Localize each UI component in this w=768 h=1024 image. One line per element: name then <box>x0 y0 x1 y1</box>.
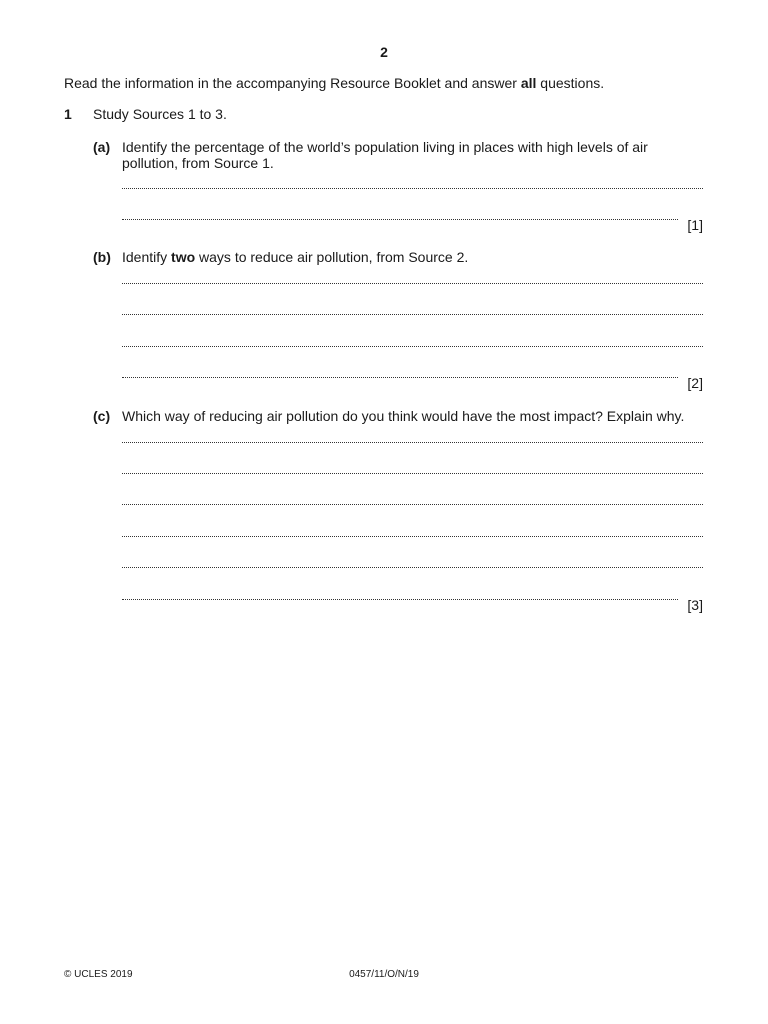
part-c-marks: [3] <box>687 597 703 613</box>
part-b-text <box>122 249 707 265</box>
footer-paper-code: 0457/11/O/N/19 <box>349 969 419 980</box>
instructions-text-end: questions. <box>536 75 605 91</box>
part-a-text: Identify the percentage of the world’s population living in places with high levels of air pollution, from Source 1. <box>122 139 648 171</box>
answer-line-b4[interactable] <box>122 377 678 378</box>
answer-line-a2[interactable] <box>122 219 678 220</box>
answer-line-c2[interactable] <box>122 473 703 474</box>
part-a-marks: [1] <box>687 217 703 233</box>
answer-line-c1[interactable] <box>122 442 703 443</box>
part-b-marks: [2] <box>687 375 703 391</box>
part-c-label: (c) <box>93 408 111 424</box>
answer-line-c5[interactable] <box>122 567 703 568</box>
instructions-bold-word: all <box>520 75 537 91</box>
instructions <box>64 75 604 91</box>
part-b-text-start: Identify <box>122 249 172 265</box>
part-c-text: Which way of reducing air pollution do you think would have the most impact? Explain why. <box>122 408 685 424</box>
answer-line-b1[interactable] <box>122 283 703 284</box>
answer-line-c4[interactable] <box>122 536 703 537</box>
answer-line-c6[interactable] <box>122 599 678 600</box>
page-number: 2 <box>380 44 388 60</box>
answer-line-b2[interactable] <box>122 314 703 315</box>
part-a-label: (a) <box>93 139 111 155</box>
part-b-bold-word: two <box>171 249 196 265</box>
answer-line-a1[interactable] <box>122 188 703 189</box>
part-b-text-end: ways to reduce air pollution, from Source 2. <box>195 249 469 265</box>
part-b-label: (b) <box>93 249 111 265</box>
answer-line-b3[interactable] <box>122 346 703 347</box>
question-1-number: 1 <box>64 106 72 122</box>
instructions-text-start: Read the information in the accompanying Resource Booklet and answer <box>64 75 521 91</box>
question-1-text: Study Sources 1 to 3. <box>93 106 227 122</box>
footer-copyright: © UCLES 2019 <box>64 969 133 980</box>
answer-line-c3[interactable] <box>122 504 703 505</box>
